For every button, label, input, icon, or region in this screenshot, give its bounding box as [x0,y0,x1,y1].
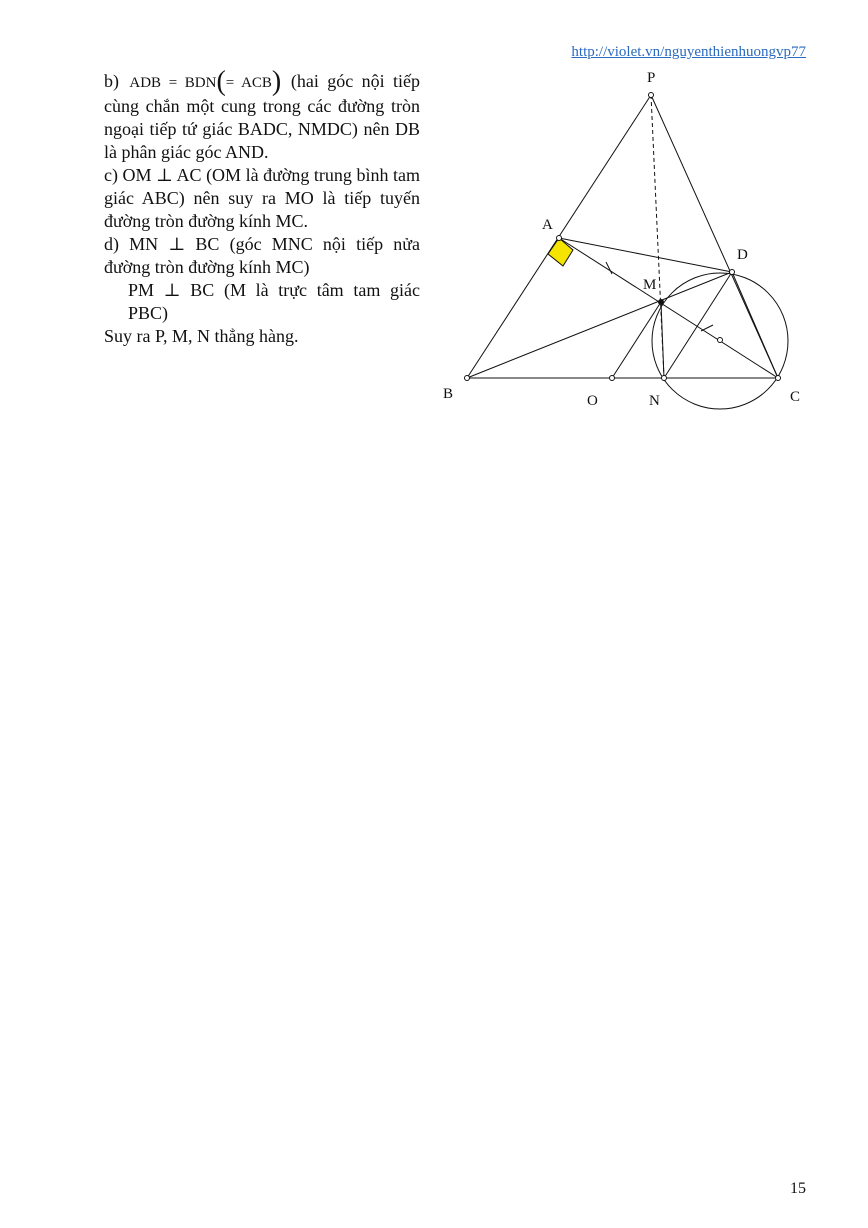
source-link[interactable]: http://violet.vn/nguyenthienhuongvp77 [571,44,806,60]
part-c-paragraph: c) OM ⊥ AC (OM là đường trung bình tam giác ABC) nên suy ra MO là tiếp tuyến đường tròn đường kính MC. [104,165,420,231]
segment-mn [661,302,664,378]
label-c: C [790,389,801,405]
pm-paragraph: PM ⊥ BC (M là trực tâm tam giác PBC) [128,280,420,323]
segment-dn [664,272,732,378]
label-d: D [737,247,748,263]
point-o [610,376,615,381]
tick-mark-mc [701,325,713,331]
segment-pc [651,95,778,378]
label-p: P [647,70,656,86]
point-a [557,236,562,241]
segment-dc [732,272,778,378]
page-number: 15 [790,1180,806,1197]
part-b-equation: ADB = BDN(= ACB) [129,66,282,97]
point-p [649,93,654,98]
right-angle-marker [548,238,573,266]
label-a: A [542,217,553,233]
segment-bd [467,272,732,378]
label-n: N [649,393,660,409]
label-b: B [443,386,454,402]
point-b [465,376,470,381]
label-m: M [643,277,657,293]
part-b-paragraph [104,66,420,164]
point-circle-center [718,338,723,343]
point-n [662,376,667,381]
segment-om [612,302,661,378]
point-m [659,300,664,305]
label-o: O [587,393,598,409]
part-b-label: b) [104,71,119,91]
part-b-text: (hai góc nội tiếp cùng chắn một cung trong các đường tròn ngoại tiếp tứ giác BADC, NMDC) nên DB là phân giác góc AND. [104,71,420,162]
point-c [776,376,781,381]
point-d [730,270,735,275]
geometry-figure [430,60,820,420]
conclusion-paragraph: Suy ra P, M, N thẳng hàng. [104,326,299,346]
solution-text [104,66,420,348]
part-d-paragraph: d) MN ⊥ BC (góc MNC nội tiếp nửa đường tròn đường kính MC) [104,234,420,277]
tick-mark-am [606,262,612,274]
